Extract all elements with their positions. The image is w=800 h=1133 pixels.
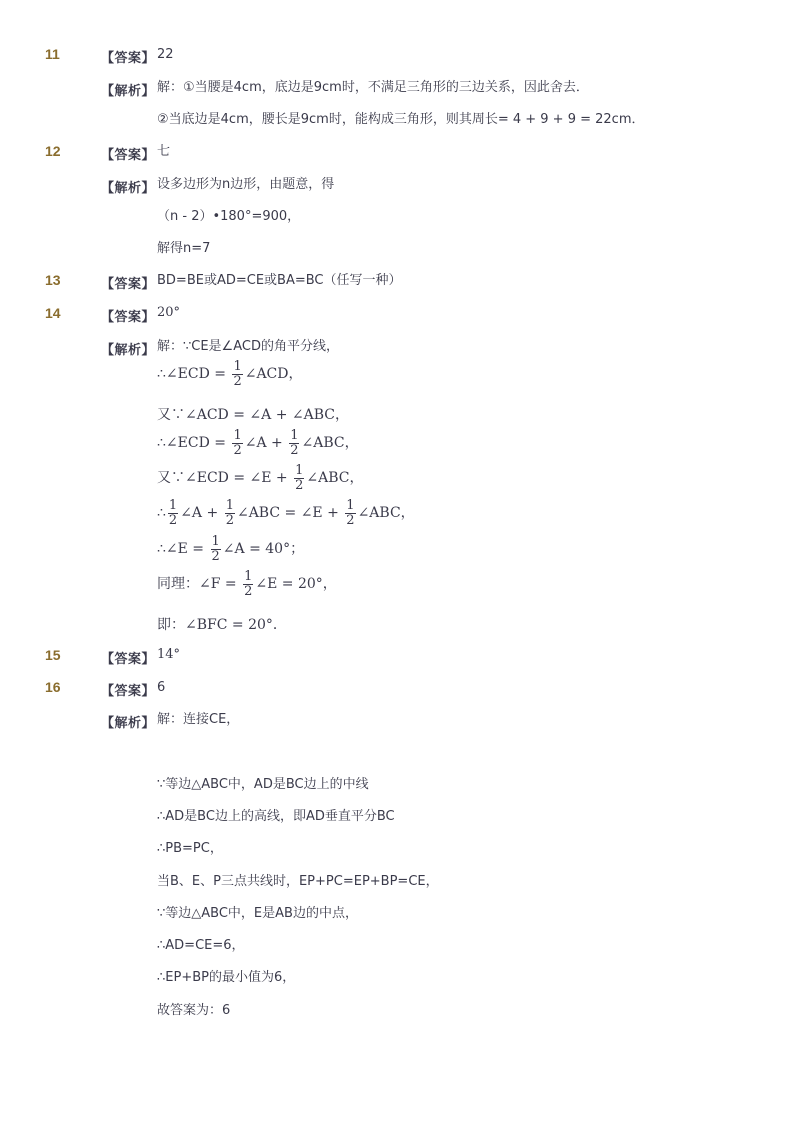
- fraction: $\frac{1}{2}$: [211, 534, 220, 564]
- answer-text: 七: [157, 144, 171, 159]
- fraction: $\frac{1}{2}$: [168, 498, 178, 528]
- answer-text: 22: [157, 47, 174, 62]
- analysis-tag: 【解析】: [101, 343, 156, 358]
- math-line: 同理：∠F = $\frac{1}{2}$ ∠E = 20°，: [157, 569, 337, 599]
- question-number: 16: [45, 679, 61, 695]
- fraction: $\frac{1}{2}$: [295, 463, 304, 493]
- math-line: ∴ $\frac{1}{2}$ ∠A + $\frac{1}{2}$ ∠ABC = ∠E + $\frac{1}{2}$ ∠ABC，: [157, 498, 415, 528]
- fraction: $\frac{1}{2}$: [244, 569, 253, 599]
- answer-text: 6: [157, 680, 166, 695]
- analysis-line: ∴AD是BC边上的高线，即AD垂直平分BC: [157, 809, 395, 824]
- answer-text: BD=BE或AD=CE或BA=BC（任写一种）: [157, 273, 402, 288]
- math-line: ∴∠E = $\frac{1}{2}$ ∠A = 40°；: [157, 534, 305, 564]
- fraction: $\frac{1}{2}$: [225, 498, 234, 528]
- fraction: $\frac{1}{2}$: [233, 428, 242, 458]
- analysis-line: ∴PB=PC，: [157, 841, 223, 856]
- answer-text: 14°: [157, 647, 181, 662]
- math-line: ∴∠ECD = $\frac{1}{2}$ ∠A + $\frac{1}{2}$ ∠ABC，: [157, 428, 359, 458]
- fraction: $\frac{1}{2}$: [290, 428, 299, 458]
- answer-tag: 【答案】: [101, 310, 156, 325]
- answer-tag: 【答案】: [101, 277, 156, 292]
- analysis-line: 解：∵CE是∠ACD的角平分线，: [157, 339, 339, 354]
- analysis-line: ∴AD=CE=6，: [157, 938, 245, 953]
- analysis-tag: 【解析】: [101, 716, 156, 731]
- analysis-line: ∴EP+BP的最小值为6，: [157, 970, 296, 985]
- fraction: $\frac{1}{2}$: [233, 359, 242, 389]
- question-number: 13: [45, 272, 61, 288]
- math-line: 即：∠BFC = 20°．: [157, 617, 287, 633]
- answer-tag: 【答案】: [101, 148, 156, 163]
- question-number: 14: [45, 305, 61, 321]
- analysis-line: （n - 2）•180°=900，: [157, 209, 301, 224]
- question-number: 15: [45, 647, 61, 663]
- question-number: 11: [45, 46, 60, 62]
- analysis-line: 解：①当腰是4cm，底边是9cm时，不满足三角形的三边关系，因此舍去．: [157, 80, 589, 95]
- analysis-line: 当B、E、P三点共线时，EP+PC=EP+BP=CE，: [157, 874, 439, 889]
- math-line: 又∵∠ACD = ∠A + ∠ABC，: [157, 407, 349, 423]
- answer-tag: 【答案】: [101, 652, 156, 667]
- analysis-line: 设多边形为n边形，由题意，得: [157, 177, 335, 192]
- answer-tag: 【答案】: [101, 684, 156, 699]
- answer-tag: 【答案】: [101, 51, 156, 66]
- analysis-line: 解：连接CE，: [157, 712, 240, 727]
- analysis-line: 故答案为：6: [157, 1003, 231, 1018]
- math-line: ∴∠ECD = $\frac{1}{2}$ ∠ACD，: [157, 359, 303, 389]
- analysis-tag: 【解析】: [101, 181, 156, 196]
- analysis-line: ∵等边△ABC中，E是AB边的中点，: [157, 906, 358, 921]
- analysis-line: ∵等边△ABC中，AD是BC边上的中线: [157, 777, 369, 792]
- analysis-tag: 【解析】: [101, 84, 156, 99]
- math-line: 又∵∠ECD = ∠E + $\frac{1}{2}$ ∠ABC，: [157, 463, 364, 493]
- analysis-line: ②当底边是4cm，腰长是9cm时，能构成三角形，则其周长= 4 + 9 + 9 = 22cm．: [157, 112, 645, 127]
- question-number: 12: [45, 143, 61, 159]
- analysis-line: 解得n=7: [157, 241, 211, 256]
- fraction: $\frac{1}{2}$: [346, 498, 355, 528]
- answer-text: 20°: [157, 305, 181, 320]
